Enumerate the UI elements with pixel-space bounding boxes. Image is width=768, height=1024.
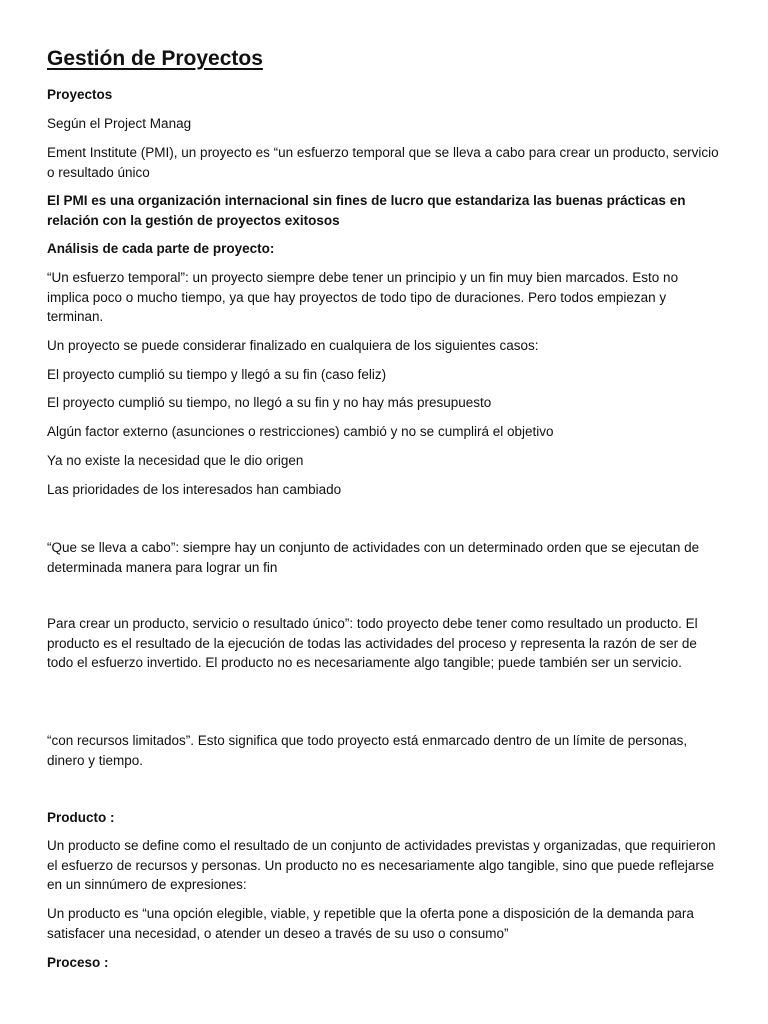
heading-proyectos: Proyectos	[47, 87, 113, 102]
list-item: Las prioridades de los interesados han cambiado	[47, 482, 342, 497]
paragraph: Para crear un producto, servicio o resultado único”: todo proyecto debe tener como resultado un producto. El producto es el resultado de la ejecución de todas las actividades del proceso y representa la razón de ser de todo el esfuerzo invertido. El producto no es necesariamente algo tangible; puede también ser un servicio.	[47, 616, 698, 670]
heading-analisis: Análisis de cada parte de proyecto:	[47, 241, 275, 256]
document-title: Gestión de Proyectos	[47, 47, 263, 70]
paragraph: Según el Project Manag	[47, 116, 192, 131]
paragraph: Un producto es “una opción elegible, viable, y repetible que la oferta pone a disposición de la demanda para satisfacer una necesidad, o atender un deseo a través de su uso o consumo”	[47, 906, 694, 941]
heading-proceso: Proceso :	[47, 955, 109, 970]
list-item: El proyecto cumplió su tiempo, no llegó a su fin y no hay más presupuesto	[47, 395, 492, 410]
paragraph: “Que se lleva a cabo”: siempre hay un conjunto de actividades con un determinado orden que se ejecutan de determinada manera para lograr un fin	[47, 540, 700, 575]
paragraph: Un proyecto se puede considerar finalizado en cualquiera de los siguientes casos:	[47, 338, 539, 353]
paragraph: “con recursos limitados”. Esto significa que todo proyecto está enmarcado dentro de un límite de personas, dinero y tiempo.	[47, 733, 688, 768]
paragraph: Ement Institute (PMI), un proyecto es “un esfuerzo temporal que se lleva a cabo para crear un producto, servicio o resultado único	[47, 145, 719, 180]
list-item: Algún factor externo (asunciones o restricciones) cambió y no se cumplirá el objetivo	[47, 424, 554, 439]
heading-producto: Producto :	[47, 810, 115, 825]
paragraph: Un producto se define como el resultado de un conjunto de actividades previstas y organizadas, que requirieron el esfuerzo de recursos y personas. Un producto no es necesariamente algo tangible, sino que puede reflejarse en un sinnúmero de expresiones:	[47, 838, 716, 892]
list-item: El proyecto cumplió su tiempo y llegó a su fin (caso feliz)	[47, 367, 387, 382]
paragraph: “Un esfuerzo temporal”: un proyecto siempre debe tener un principio y un fin muy bien marcados. Esto no implica poco o mucho tiempo, ya que hay proyectos de todo tipo de duraciones. Pero todos empiezan y terminan.	[47, 270, 679, 324]
list-item: Ya no existe la necesidad que le dio origen	[47, 453, 304, 468]
paragraph-bold: El PMI es una organización internacional sin fines de lucro que estandariza las buenas prácticas en relación con la gestión de proyectos exitosos	[47, 193, 686, 228]
